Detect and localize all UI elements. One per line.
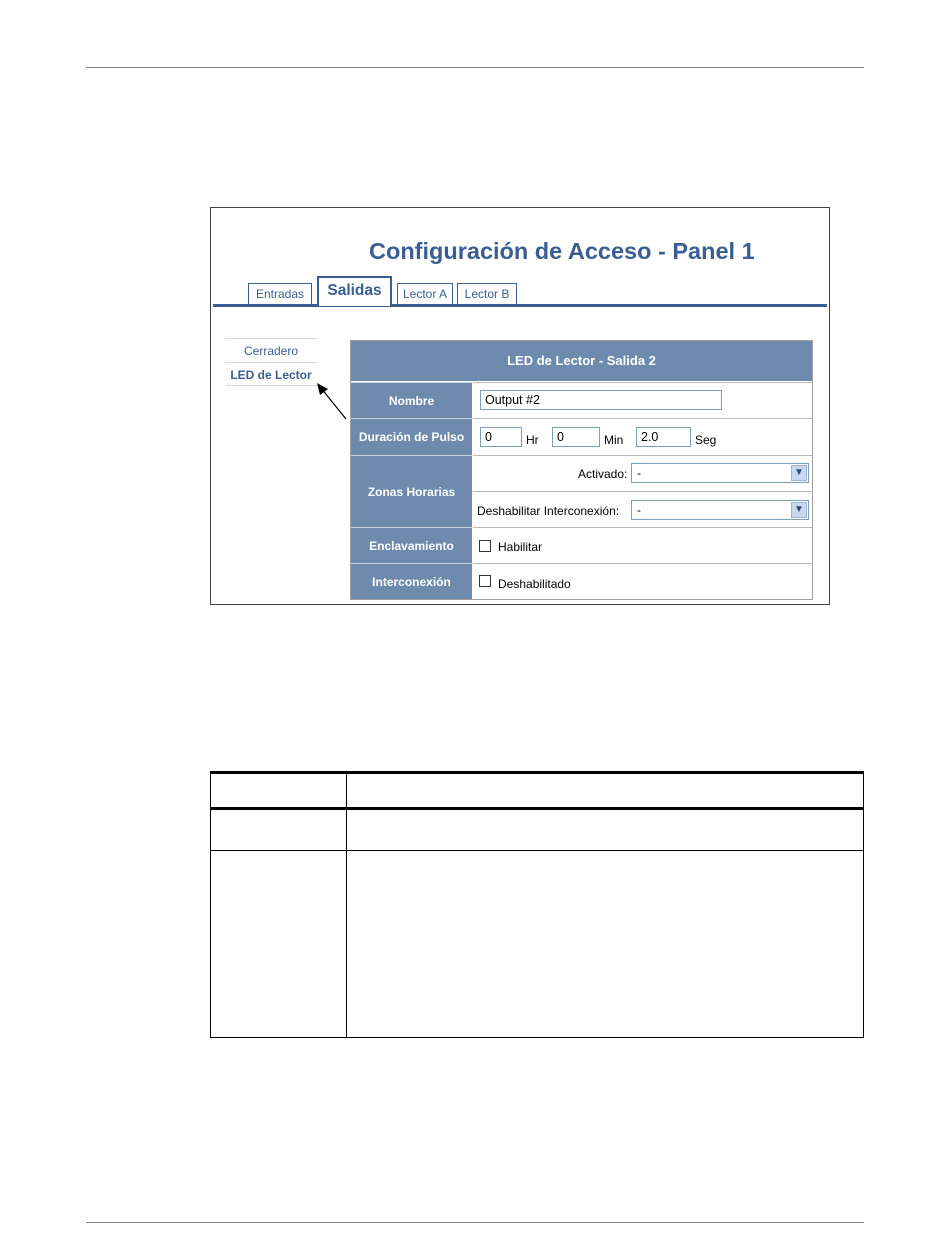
enclavamiento-checkbox-label: Habilitar [498,540,543,554]
pulse-hr-unit: Hr [526,433,539,447]
activado-value: - [637,466,641,480]
document-table [210,771,864,1038]
tab-underline [213,304,827,307]
interconexion-checkbox[interactable] [479,575,491,587]
activado-label: Activado: [578,467,628,481]
enclavamiento-label: Enclavamiento [351,527,472,563]
sidebar-divider [225,385,317,386]
pulse-duration-cell [473,418,812,455]
enclavamiento-cell [473,527,812,563]
table-top-border [210,771,864,774]
top-rule [86,67,864,68]
interconexion-checkbox-label: Deshabilitado [498,577,571,591]
table-left-border [210,771,211,1038]
sidebar-item-cerradero[interactable]: Cerradero [243,344,299,358]
interconexion-label: Interconexión [351,563,472,599]
chevron-down-icon[interactable]: ▼ [791,502,807,518]
output-config-form [350,340,813,600]
form-header: LED de Lector - Salida 2 [351,341,812,381]
table-header-border [210,807,864,810]
interconexion-cell [473,563,812,599]
table-right-border [863,771,864,1038]
tab-lector-a[interactable]: Lector A [397,283,453,304]
activado-select[interactable] [631,463,809,483]
deshabilitar-select[interactable] [631,500,809,520]
activado-cell [473,455,812,491]
name-label: Nombre [351,382,472,418]
pointer-arrow [311,378,351,423]
deshabilitar-cell [473,491,812,527]
bottom-rule [86,1222,864,1223]
deshabilitar-value: - [637,503,641,517]
pulse-min-unit: Min [604,433,624,447]
name-cell [473,382,812,418]
pulse-duration-label: Duración de Pulso [351,418,472,455]
pulse-seg-unit: Seg [695,433,717,447]
pulse-hr-input[interactable]: 0 [480,427,522,447]
pulse-seg-input[interactable]: 2.0 [636,427,691,447]
table-row-border [210,850,864,851]
sidebar-divider [225,362,317,363]
enclavamiento-checkbox[interactable] [479,540,491,552]
sidebar-item-led-de-lector[interactable]: LED de Lector [230,368,312,382]
chevron-down-icon[interactable]: ▼ [791,465,807,481]
table-column-divider [346,771,347,1038]
table-bottom-border [210,1037,864,1038]
tab-entradas[interactable]: Entradas [248,283,312,304]
sidebar-divider [225,338,317,339]
time-zones-label: Zonas Horarias [351,455,472,527]
tab-lector-b[interactable]: Lector B [457,283,517,304]
screenshot-frame [210,207,830,605]
pulse-min-input[interactable]: 0 [552,427,600,447]
name-input[interactable]: Output #2 [480,390,722,410]
page-title: Configuración de Acceso - Panel 1 [369,238,755,264]
deshabilitar-label: Deshabilitar Interconexión: [477,504,620,518]
tab-salidas[interactable]: Salidas [317,276,392,306]
